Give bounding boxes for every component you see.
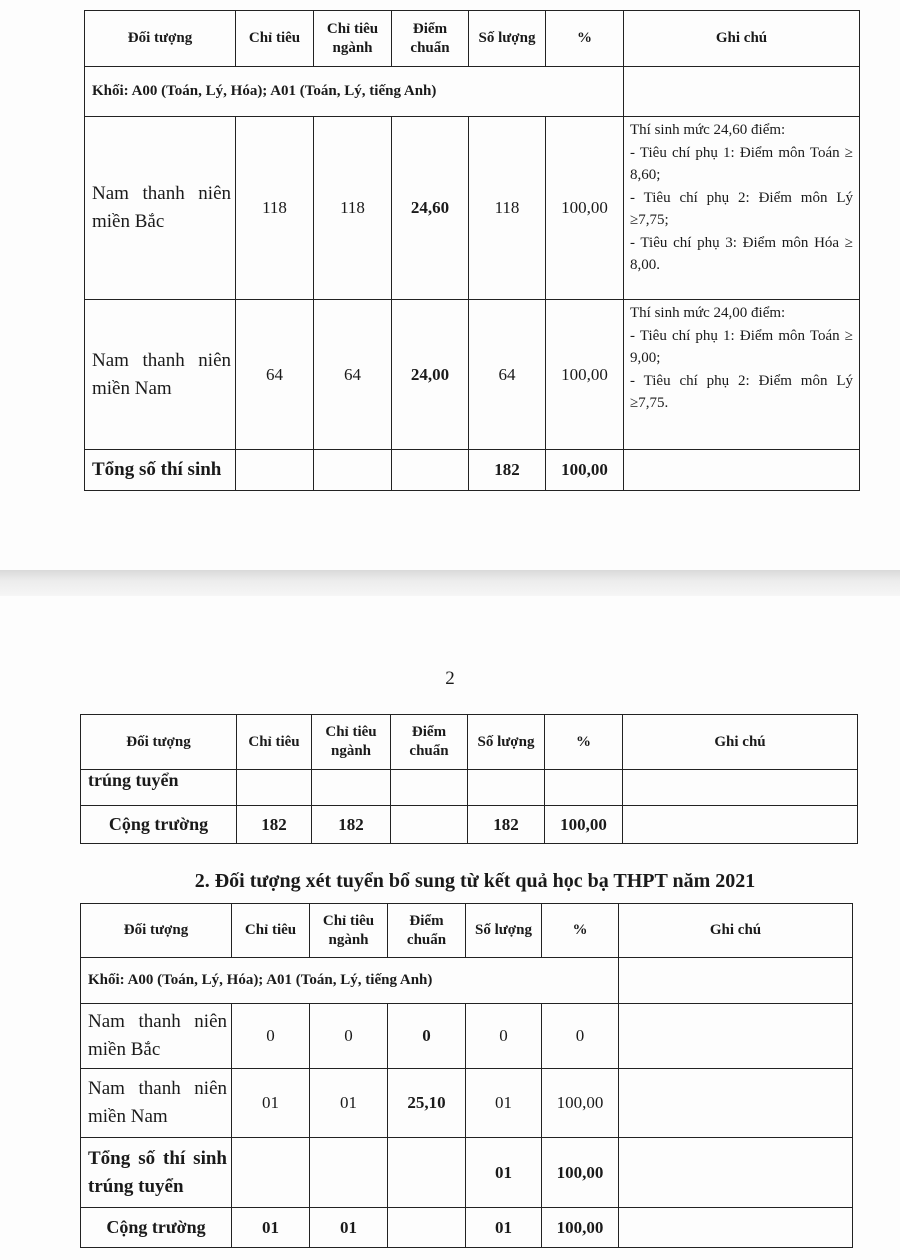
note-line: Thí sinh mức 24,00 điểm: bbox=[630, 305, 786, 321]
group-label: Khối: A00 (Toán, Lý, Hóa); A01 (Toán, Lý, tiếng Anh) bbox=[85, 67, 624, 117]
total-label: Tổng số thí sinh trúng tuyển bbox=[81, 1138, 232, 1208]
row-name: trúng tuyển bbox=[81, 770, 237, 806]
cell-chi-tieu-nganh: 01 bbox=[310, 1208, 388, 1248]
empty-cell bbox=[619, 1138, 853, 1208]
cell-chi-tieu: 01 bbox=[232, 1208, 310, 1248]
note-line: - Tiêu chí phụ 1: Điểm môn Toán ≥ 8,60; bbox=[630, 144, 853, 183]
empty-cell bbox=[545, 770, 623, 806]
cell-so-luong: 64 bbox=[469, 300, 546, 450]
header-chi-tieu-nganh: Chỉ tiêu ngành bbox=[312, 715, 391, 770]
empty-cell bbox=[623, 806, 858, 844]
empty-cell bbox=[619, 1208, 853, 1248]
total-percent: 100,00 bbox=[546, 450, 624, 491]
header-diem-chuan: Điểm chuẩn bbox=[392, 11, 469, 67]
total-row bbox=[85, 450, 860, 491]
group-label: Khối: A00 (Toán, Lý, Hóa); A01 (Toán, Lý, tiếng Anh) bbox=[81, 958, 619, 1004]
header-ghi-chu: Ghi chú bbox=[619, 904, 853, 958]
cell-diem-chuan: 24,00 bbox=[392, 300, 469, 450]
row-name: Nam thanh niên miền Bắc bbox=[85, 117, 236, 300]
empty-cell bbox=[624, 450, 860, 491]
header-doi-tuong: Đối tượng bbox=[81, 715, 237, 770]
table-row bbox=[85, 117, 860, 300]
cell-percent: 100,00 bbox=[546, 300, 624, 450]
header-chi-tieu: Chỉ tiêu bbox=[236, 11, 314, 67]
document-page-2 bbox=[0, 596, 900, 1260]
total-so-luong: 182 bbox=[469, 450, 546, 491]
empty-cell bbox=[312, 770, 391, 806]
table-row bbox=[85, 300, 860, 450]
cell-so-luong: 01 bbox=[466, 1069, 542, 1138]
note-line: Thí sinh mức 24,60 điểm: bbox=[630, 122, 786, 138]
cell-so-luong: 118 bbox=[469, 117, 546, 300]
cell-chi-tieu-nganh: 0 bbox=[310, 1004, 388, 1069]
cell-diem-chuan: 25,10 bbox=[388, 1069, 466, 1138]
empty-cell bbox=[391, 770, 468, 806]
empty-cell bbox=[619, 1069, 853, 1138]
page-number: 2 bbox=[445, 668, 455, 689]
empty-cell bbox=[310, 1138, 388, 1208]
cell-chi-tieu-nganh: 64 bbox=[314, 300, 392, 450]
header-doi-tuong: Đối tượng bbox=[85, 11, 236, 67]
table-header-row bbox=[81, 904, 853, 958]
header-so-luong: Số lượng bbox=[468, 715, 545, 770]
header-ghi-chu: Ghi chú bbox=[623, 715, 858, 770]
cell-chi-tieu-nganh: 01 bbox=[310, 1069, 388, 1138]
empty-cell bbox=[468, 770, 545, 806]
header-chi-tieu: Chỉ tiêu bbox=[237, 715, 312, 770]
section-title: 2. Đối tượng xét tuyển bổ sung từ kết quả học bạ THPT năm 2021 bbox=[194, 870, 756, 892]
table-row bbox=[81, 770, 858, 806]
row-name: Nam thanh niên miền Nam bbox=[81, 1069, 232, 1138]
cell-chi-tieu: 0 bbox=[232, 1004, 310, 1069]
header-doi-tuong: Đối tượng bbox=[81, 904, 232, 958]
cell-percent: 0 bbox=[542, 1004, 619, 1069]
cell-chi-tieu: 64 bbox=[236, 300, 314, 450]
cell-chi-tieu: 01 bbox=[232, 1069, 310, 1138]
cell-percent: 100,00 bbox=[542, 1208, 619, 1248]
total-label: Tổng số thí sinh bbox=[85, 450, 236, 491]
cell-percent: 100,00 bbox=[546, 117, 624, 300]
total-so-luong: 01 bbox=[466, 1138, 542, 1208]
header-percent: % bbox=[542, 904, 619, 958]
total-row bbox=[81, 1138, 853, 1208]
cell-ghi-chu bbox=[624, 300, 860, 450]
note-line: - Tiêu chí phụ 2: Điểm môn Lý ≥7,75; bbox=[630, 189, 853, 228]
cell-chi-tieu: 182 bbox=[237, 806, 312, 844]
header-diem-chuan: Điểm chuẩn bbox=[388, 904, 466, 958]
cell-so-luong: 0 bbox=[466, 1004, 542, 1069]
cong-truong-label: Cộng trường bbox=[81, 806, 237, 844]
note-line: - Tiêu chí phụ 1: Điểm môn Toán ≥ 9,00; bbox=[630, 327, 853, 366]
cell-so-luong: 01 bbox=[466, 1208, 542, 1248]
header-ghi-chu: Ghi chú bbox=[624, 11, 860, 67]
header-so-luong: Số lượng bbox=[469, 11, 546, 67]
cell-percent: 100,00 bbox=[542, 1069, 619, 1138]
cell-diem-chuan: 24,60 bbox=[392, 117, 469, 300]
empty-cell bbox=[619, 958, 853, 1004]
table-header-row bbox=[85, 11, 860, 67]
note-line: - Tiêu chí phụ 2: Điểm môn Lý ≥7,75. bbox=[630, 372, 853, 411]
row-name: Nam thanh niên miền Nam bbox=[85, 300, 236, 450]
row-name: Nam thanh niên miền Bắc bbox=[81, 1004, 232, 1069]
header-percent: % bbox=[546, 11, 624, 67]
empty-cell bbox=[314, 450, 392, 491]
group-row bbox=[81, 958, 853, 1004]
empty-cell bbox=[232, 1138, 310, 1208]
cell-chi-tieu-nganh: 118 bbox=[314, 117, 392, 300]
cell-diem-chuan: 0 bbox=[388, 1004, 466, 1069]
admission-table-3 bbox=[80, 903, 853, 1248]
header-diem-chuan: Điểm chuẩn bbox=[391, 715, 468, 770]
header-chi-tieu-nganh: Chỉ tiêu ngành bbox=[314, 11, 392, 67]
empty-cell bbox=[623, 770, 858, 806]
document-page-1 bbox=[0, 0, 900, 570]
admission-table-1 bbox=[84, 10, 860, 491]
empty-cell bbox=[236, 450, 314, 491]
empty-cell bbox=[624, 67, 860, 117]
header-chi-tieu-nganh: Chỉ tiêu ngành bbox=[310, 904, 388, 958]
cell-ghi-chu bbox=[624, 117, 860, 300]
total-percent: 100,00 bbox=[542, 1138, 619, 1208]
empty-cell bbox=[237, 770, 312, 806]
empty-cell bbox=[391, 806, 468, 844]
header-so-luong: Số lượng bbox=[466, 904, 542, 958]
table-header-row bbox=[81, 715, 858, 770]
page-break-divider bbox=[0, 570, 900, 596]
empty-cell bbox=[392, 450, 469, 491]
cell-chi-tieu-nganh: 182 bbox=[312, 806, 391, 844]
group-row bbox=[85, 67, 860, 117]
empty-cell bbox=[388, 1138, 466, 1208]
note-line: - Tiêu chí phụ 3: Điểm môn Hóa ≥ 8,00. bbox=[630, 234, 853, 273]
cell-percent: 100,00 bbox=[545, 806, 623, 844]
table-row bbox=[81, 1004, 853, 1069]
cong-truong-label: Cộng trường bbox=[81, 1208, 232, 1248]
cong-truong-row bbox=[81, 806, 858, 844]
cell-so-luong: 182 bbox=[468, 806, 545, 844]
header-percent: % bbox=[545, 715, 623, 770]
cong-truong-row bbox=[81, 1208, 853, 1248]
table-row bbox=[81, 1069, 853, 1138]
header-chi-tieu: Chỉ tiêu bbox=[232, 904, 310, 958]
empty-cell bbox=[388, 1208, 466, 1248]
admission-table-2 bbox=[80, 714, 858, 844]
cell-chi-tieu: 118 bbox=[236, 117, 314, 300]
empty-cell bbox=[619, 1004, 853, 1069]
